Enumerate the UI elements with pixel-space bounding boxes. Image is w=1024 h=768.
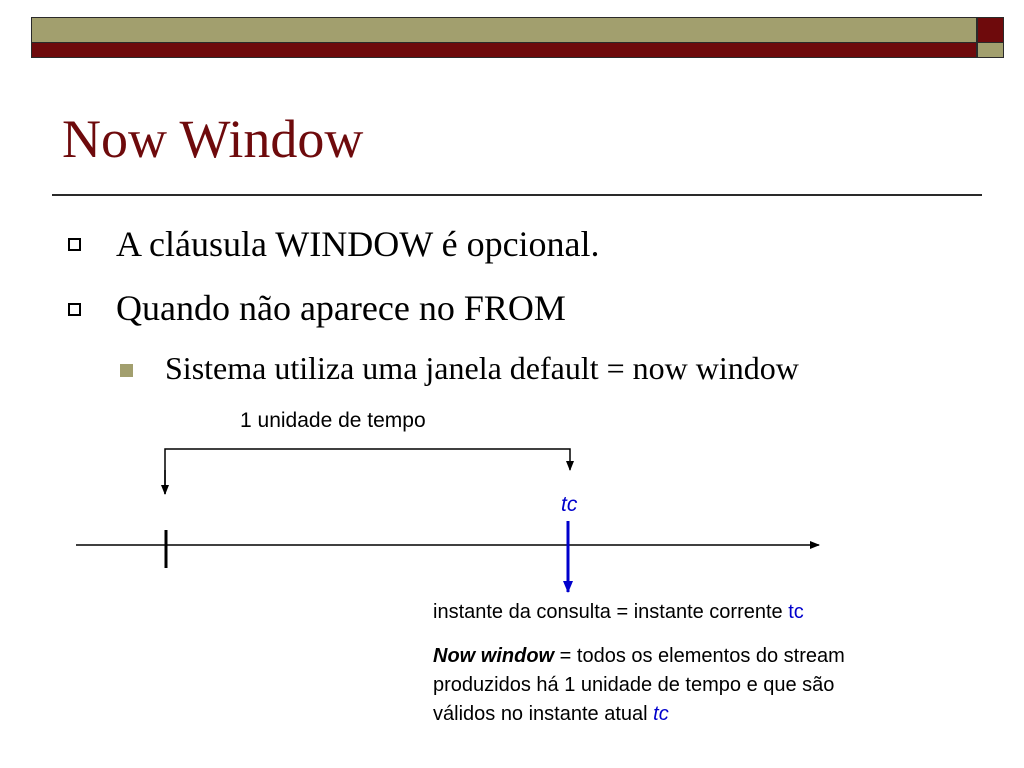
caption-query-instant <box>433 601 804 624</box>
filled-square-bullet-icon <box>120 364 133 377</box>
hollow-square-bullet-icon <box>68 303 81 316</box>
header-bar-olive <box>31 17 977 43</box>
header-bar-red <box>31 42 977 58</box>
caption-now-window-line1-rest: = todos os elementos do stream <box>554 645 845 667</box>
caption-now-window-line3-text: válidos no instante atual <box>433 703 648 725</box>
caption-now-window-tc: tc <box>653 703 669 725</box>
caption-now-window-line3 <box>433 700 845 729</box>
interval-label: 1 unidade de tempo <box>240 409 426 432</box>
header-square-red <box>977 17 1004 43</box>
caption-now-window <box>433 642 845 729</box>
caption-query-instant-text: instante da consulta = instante corrente <box>433 601 783 623</box>
title-divider <box>52 194 982 196</box>
bullet-1: A cláusula WINDOW é opcional. <box>116 224 600 264</box>
caption-query-instant-tc: tc <box>788 601 804 623</box>
caption-now-window-line1 <box>433 642 845 671</box>
caption-now-window-line2: produzidos há 1 unidade de tempo e que são <box>433 674 835 696</box>
header-square-olive <box>977 42 1004 58</box>
slide-title: Now Window <box>62 109 364 169</box>
sub-bullet-1: Sistema utiliza uma janela default = now window <box>165 350 799 386</box>
interval-bracket <box>165 449 570 494</box>
tc-label: tc <box>561 493 578 516</box>
caption-now-window-bold: Now window <box>433 645 555 667</box>
bullet-2: Quando não aparece no FROM <box>116 288 566 328</box>
hollow-square-bullet-icon <box>68 238 81 251</box>
